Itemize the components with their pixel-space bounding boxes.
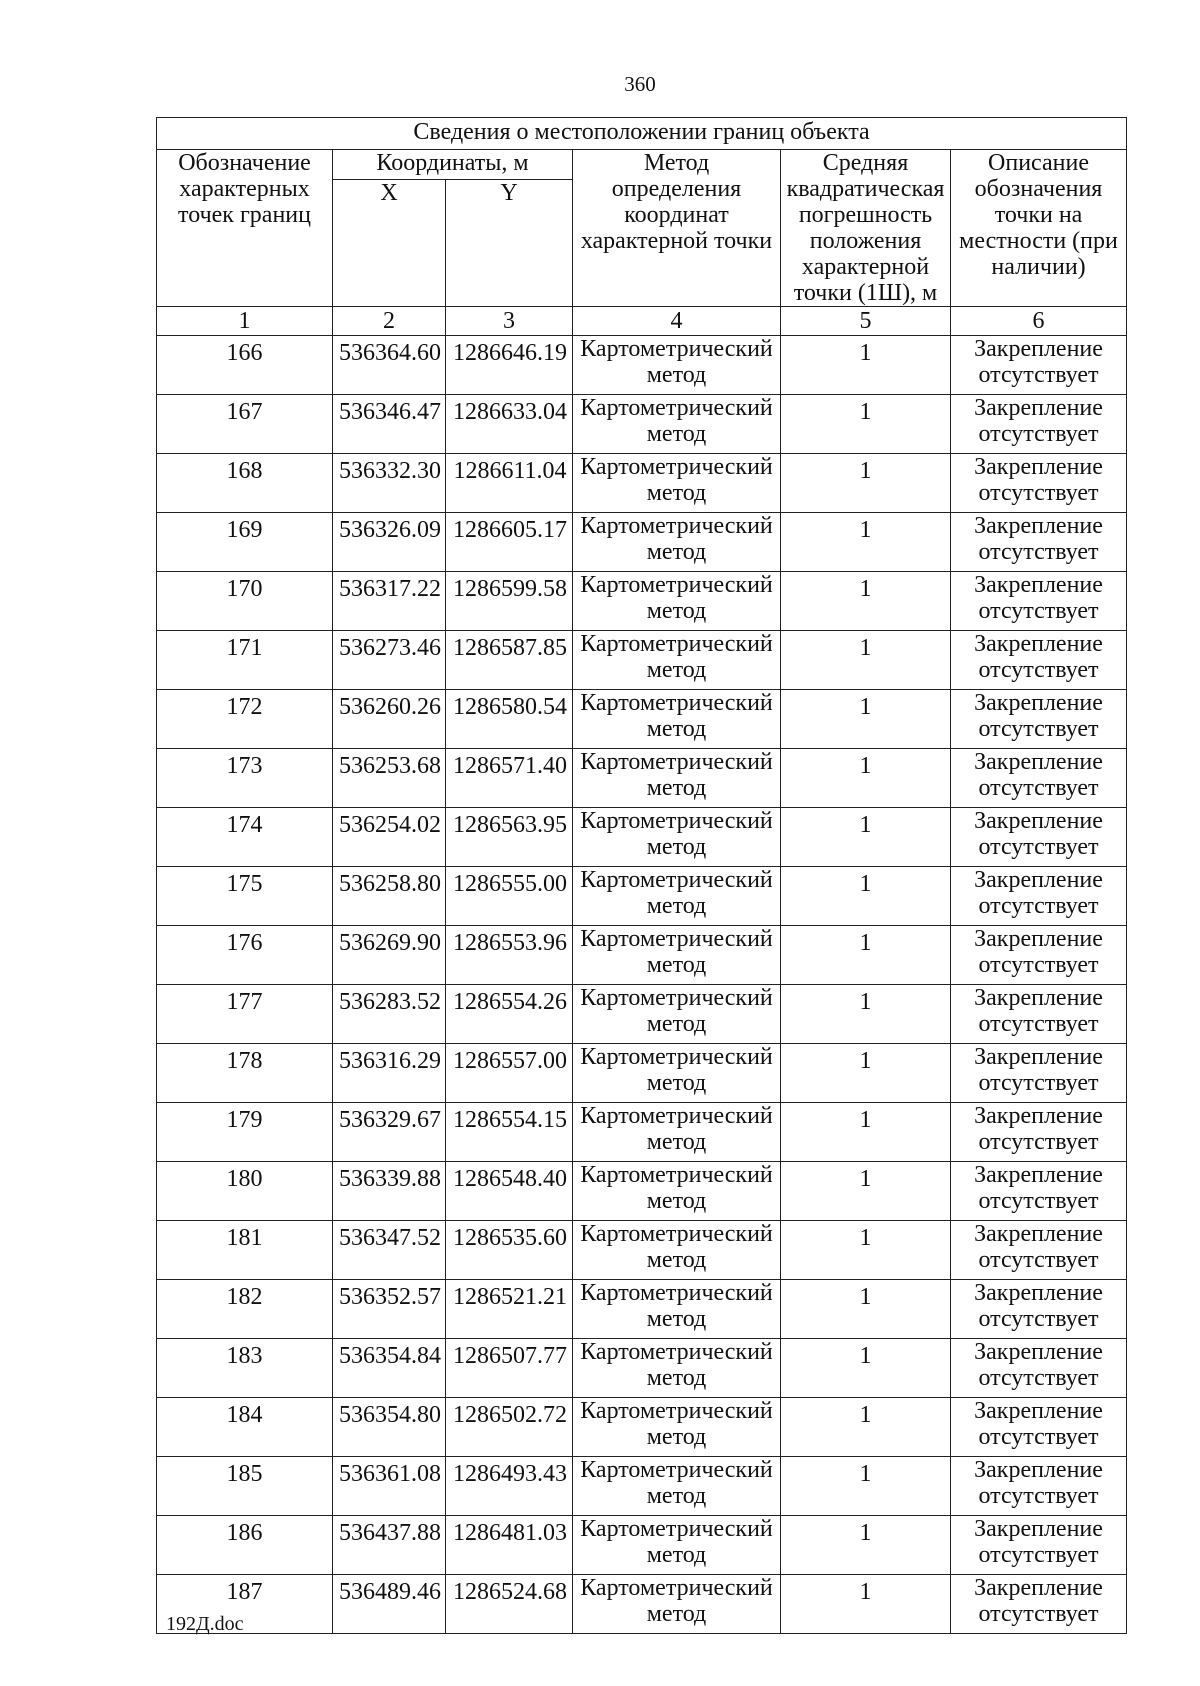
coord-x-cell: 536437.88 [333,1516,446,1575]
coord-y-cell: 1286571.40 [446,749,573,808]
point-number-cell: 179 [157,1103,333,1162]
table-row [157,1516,1127,1575]
description-cell: Закрепление отсутствует [951,867,1127,926]
point-number-cell: 167 [157,395,333,454]
coord-x-cell: 536273.46 [333,631,446,690]
coord-x-cell: 536317.22 [333,572,446,631]
method-cell: Картометрический метод [573,513,781,572]
coord-y-cell: 1286633.04 [446,395,573,454]
method-cell: Картометрический метод [573,336,781,395]
coord-x-cell: 536253.68 [333,749,446,808]
column-number: 5 [781,307,951,336]
point-number-cell: 169 [157,513,333,572]
error-cell: 1 [781,572,951,631]
method-cell: Картометрический метод [573,1221,781,1280]
description-cell: Закрепление отсутствует [951,1339,1127,1398]
error-cell: 1 [781,1339,951,1398]
coord-y-cell: 1286587.85 [446,631,573,690]
coord-y-cell: 1286599.58 [446,572,573,631]
table-row [157,749,1127,808]
point-number-cell: 173 [157,749,333,808]
description-cell: Закрепление отсутствует [951,336,1127,395]
description-cell: Закрепление отсутствует [951,1457,1127,1516]
table-row [157,631,1127,690]
point-number-cell: 176 [157,926,333,985]
method-cell: Картометрический метод [573,1280,781,1339]
point-number-cell: 175 [157,867,333,926]
header-y: Y [446,179,573,306]
error-cell: 1 [781,1516,951,1575]
point-number-cell: 184 [157,1398,333,1457]
coord-y-cell: 1286553.96 [446,926,573,985]
method-cell: Картометрический метод [573,631,781,690]
description-cell: Закрепление отсутствует [951,1162,1127,1221]
table-row [157,1339,1127,1398]
table-row [157,513,1127,572]
coord-x-cell: 536332.30 [333,454,446,513]
method-cell: Картометрический метод [573,749,781,808]
header-coordinates: Координаты, м [333,150,573,180]
description-cell: Закрепление отсутствует [951,749,1127,808]
error-cell: 1 [781,631,951,690]
point-number-cell: 174 [157,808,333,867]
boundary-coordinates-table [156,117,1127,1634]
point-number-cell: 177 [157,985,333,1044]
table-row [157,926,1127,985]
coord-y-cell: 1286554.26 [446,985,573,1044]
point-number-cell: 166 [157,336,333,395]
table-row [157,1280,1127,1339]
page-number: 360 [624,72,656,96]
table-row [157,1221,1127,1280]
description-cell: Закрепление отсутствует [951,1044,1127,1103]
coord-y-cell: 1286646.19 [446,336,573,395]
coord-y-cell: 1286611.04 [446,454,573,513]
header-description: Описание обозначения точки на местности (при наличии) [951,150,1127,307]
description-cell: Закрепление отсутствует [951,926,1127,985]
error-cell: 1 [781,1221,951,1280]
point-number-cell: 171 [157,631,333,690]
table-caption: Сведения о местоположении границ объекта [157,118,1127,150]
error-cell: 1 [781,1280,951,1339]
error-cell: 1 [781,749,951,808]
method-cell: Картометрический метод [573,985,781,1044]
error-cell: 1 [781,1103,951,1162]
column-number: 4 [573,307,781,336]
description-cell: Закрепление отсутствует [951,985,1127,1044]
method-cell: Картометрический метод [573,808,781,867]
description-cell: Закрепление отсутствует [951,1575,1127,1634]
description-cell: Закрепление отсутствует [951,808,1127,867]
method-cell: Картометрический метод [573,1575,781,1634]
table-row [157,336,1127,395]
table-row [157,867,1127,926]
description-cell: Закрепление отсутствует [951,631,1127,690]
method-cell: Картометрический метод [573,1516,781,1575]
coord-x-cell: 536346.47 [333,395,446,454]
point-number-cell: 182 [157,1280,333,1339]
method-cell: Картометрический метод [573,1044,781,1103]
table-row [157,985,1127,1044]
coord-x-cell: 536354.80 [333,1398,446,1457]
column-number: 1 [157,307,333,336]
method-cell: Картометрический метод [573,1398,781,1457]
error-cell: 1 [781,395,951,454]
point-number-cell: 180 [157,1162,333,1221]
header-x: X [333,179,446,306]
point-number-cell: 187 [157,1575,333,1634]
column-number: 3 [446,307,573,336]
coord-y-cell: 1286524.68 [446,1575,573,1634]
header-method: Метод определения координат характерной точки [573,150,781,307]
point-number-cell: 183 [157,1339,333,1398]
error-cell: 1 [781,336,951,395]
method-cell: Картометрический метод [573,1103,781,1162]
error-cell: 1 [781,867,951,926]
description-cell: Закрепление отсутствует [951,572,1127,631]
point-number-cell: 170 [157,572,333,631]
coord-x-cell: 536339.88 [333,1162,446,1221]
table-row [157,454,1127,513]
coord-y-cell: 1286554.15 [446,1103,573,1162]
error-cell: 1 [781,1398,951,1457]
coord-x-cell: 536489.46 [333,1575,446,1634]
description-cell: Закрепление отсутствует [951,454,1127,513]
description-cell: Закрепление отсутствует [951,1103,1127,1162]
method-cell: Картометрический метод [573,395,781,454]
coord-y-cell: 1286548.40 [446,1162,573,1221]
error-cell: 1 [781,454,951,513]
coord-x-cell: 536326.09 [333,513,446,572]
point-number-cell: 185 [157,1457,333,1516]
table-row [157,1575,1127,1634]
error-cell: 1 [781,808,951,867]
description-cell: Закрепление отсутствует [951,395,1127,454]
coord-y-cell: 1286521.21 [446,1280,573,1339]
coord-x-cell: 536354.84 [333,1339,446,1398]
coord-y-cell: 1286580.54 [446,690,573,749]
coord-y-cell: 1286557.00 [446,1044,573,1103]
table-row [157,1398,1127,1457]
table-row [157,808,1127,867]
footer-filename: 192Д.doc [166,1613,244,1635]
error-cell: 1 [781,1162,951,1221]
coord-x-cell: 536361.08 [333,1457,446,1516]
error-cell: 1 [781,1457,951,1516]
coord-x-cell: 536316.29 [333,1044,446,1103]
error-cell: 1 [781,1044,951,1103]
coord-x-cell: 536364.60 [333,336,446,395]
error-cell: 1 [781,985,951,1044]
table-body [157,336,1127,1634]
coord-y-cell: 1286507.77 [446,1339,573,1398]
coord-y-cell: 1286481.03 [446,1516,573,1575]
coord-x-cell: 536352.57 [333,1280,446,1339]
method-cell: Картометрический метод [573,1457,781,1516]
point-number-cell: 168 [157,454,333,513]
coord-y-cell: 1286493.43 [446,1457,573,1516]
description-cell: Закрепление отсутствует [951,1398,1127,1457]
description-cell: Закрепление отсутствует [951,1221,1127,1280]
coord-y-cell: 1286535.60 [446,1221,573,1280]
column-number: 6 [951,307,1127,336]
coord-y-cell: 1286502.72 [446,1398,573,1457]
table-row [157,395,1127,454]
error-cell: 1 [781,1575,951,1634]
table-row [157,1103,1127,1162]
coord-y-cell: 1286605.17 [446,513,573,572]
description-cell: Закрепление отсутствует [951,1280,1127,1339]
method-cell: Картометрический метод [573,572,781,631]
table-row [157,1457,1127,1516]
description-cell: Закрепление отсутствует [951,1516,1127,1575]
method-cell: Картометрический метод [573,1162,781,1221]
point-number-cell: 178 [157,1044,333,1103]
table-row [157,1044,1127,1103]
point-number-cell: 181 [157,1221,333,1280]
coord-y-cell: 1286555.00 [446,867,573,926]
column-number: 2 [333,307,446,336]
coord-x-cell: 536254.02 [333,808,446,867]
coord-x-cell: 536269.90 [333,926,446,985]
description-cell: Закрепление отсутствует [951,513,1127,572]
description-cell: Закрепление отсутствует [951,690,1127,749]
point-number-cell: 186 [157,1516,333,1575]
error-cell: 1 [781,926,951,985]
method-cell: Картометрический метод [573,1339,781,1398]
table-row [157,1162,1127,1221]
header-point: Обозначение характерных точек границ [157,150,333,307]
header-error: Средняя квадратическая погрешность положения характерной точки (1Ш), м [781,150,951,307]
method-cell: Картометрический метод [573,690,781,749]
coord-x-cell: 536283.52 [333,985,446,1044]
coord-x-cell: 536347.52 [333,1221,446,1280]
coord-x-cell: 536260.26 [333,690,446,749]
error-cell: 1 [781,513,951,572]
coord-y-cell: 1286563.95 [446,808,573,867]
table-row [157,690,1127,749]
method-cell: Картометрический метод [573,867,781,926]
table-row [157,572,1127,631]
method-cell: Картометрический метод [573,926,781,985]
method-cell: Картометрический метод [573,454,781,513]
point-number-cell: 172 [157,690,333,749]
coord-x-cell: 536258.80 [333,867,446,926]
coord-x-cell: 536329.67 [333,1103,446,1162]
error-cell: 1 [781,690,951,749]
